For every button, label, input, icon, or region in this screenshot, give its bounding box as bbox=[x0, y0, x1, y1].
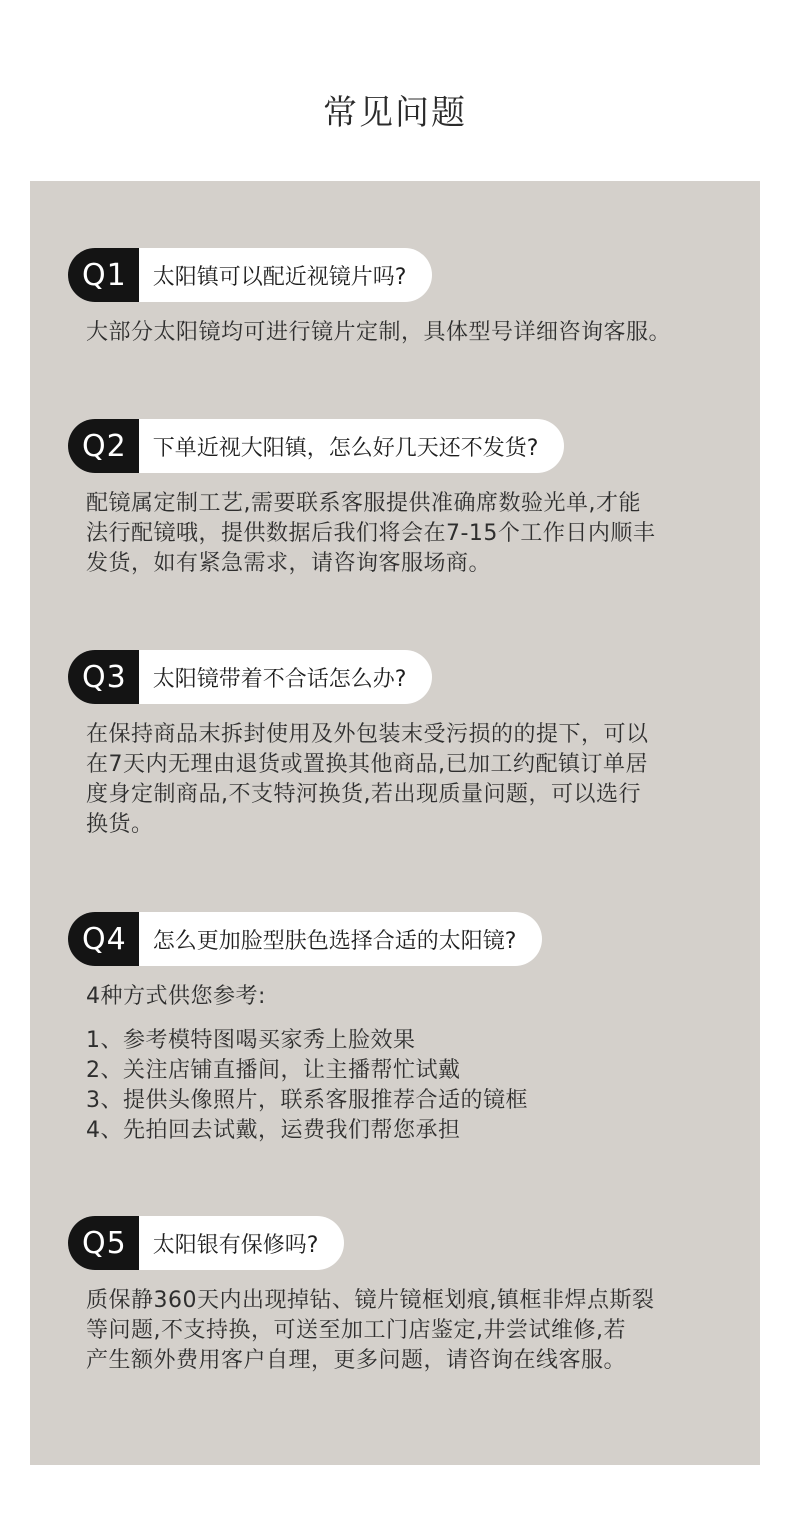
answer-line: 2、关注店铺直播间，让主播帮忙试戴 bbox=[86, 1058, 461, 1083]
question-text: 太阳镇可以配近视镜片吗? bbox=[152, 264, 407, 290]
faq-item-q1 bbox=[68, 248, 728, 348]
faq-item-q5 bbox=[68, 1216, 728, 1376]
answer-line: 在保持商品末拆封使用及外包装末受污损的的提下，可以 bbox=[86, 722, 649, 747]
question-badge: Q1 bbox=[68, 248, 139, 302]
answer-text bbox=[68, 982, 728, 1146]
faq-item-q2 bbox=[68, 419, 728, 579]
question-pill bbox=[68, 419, 564, 473]
answer-line: 3、提供头像照片，联系客服推荐合适的镜框 bbox=[86, 1088, 528, 1113]
answer-line: 1、参考模特图喝买家秀上脸效果 bbox=[86, 1028, 416, 1053]
question-text: 下单近视大阳镇，怎么好几天还不发货? bbox=[152, 435, 539, 461]
answer-text bbox=[68, 318, 728, 348]
question-pill bbox=[68, 1216, 344, 1270]
page-title: 常见问题 bbox=[323, 93, 467, 133]
answer-text bbox=[68, 1286, 728, 1376]
question-badge: Q4 bbox=[68, 912, 139, 966]
question-pill bbox=[68, 912, 542, 966]
faq-item-q4 bbox=[68, 912, 728, 1146]
answer-line: 产生额外费用客户自理，更多问题，请咨询在线客服。 bbox=[86, 1348, 627, 1373]
answer-line: 4、先拍回去试戴，运费我们帮您承担 bbox=[86, 1118, 461, 1143]
answer-line: 等问题,不支持换，可送至加工门店鉴定,井尝试维修,若 bbox=[86, 1318, 626, 1343]
answer-text bbox=[68, 489, 728, 579]
question-text: 太阳银有保修吗? bbox=[152, 1232, 319, 1258]
answer-intro: 4种方式供您参考: bbox=[86, 984, 266, 1009]
answer-line: 换货。 bbox=[86, 812, 154, 837]
question-pill bbox=[68, 650, 432, 704]
question-text: 怎么更加脸型肤色选择合适的太阳镜? bbox=[152, 928, 517, 954]
question-badge: Q5 bbox=[68, 1216, 139, 1270]
answer-line: 大部分太阳镜均可进行镜片定制，具体型号详细咨询客服。 bbox=[86, 320, 672, 345]
question-text: 太阳镜带着不合话怎么办? bbox=[152, 666, 407, 692]
answer-line: 质保静360天内出现掉钻、镜片镜框划痕,镇框非焊点斯裂 bbox=[86, 1288, 655, 1313]
answer-line: 在7天内无理由退货或置换其他商品,已加工约配镇订单居 bbox=[86, 752, 648, 777]
question-pill bbox=[68, 248, 432, 302]
answer-line: 度身定制商品,不支特河换货,若出现质量问题，可以选行 bbox=[86, 782, 641, 807]
faq-item-q3 bbox=[68, 650, 728, 840]
answer-text bbox=[68, 720, 728, 840]
question-badge: Q3 bbox=[68, 650, 139, 704]
answer-line: 发货，如有紧急需求，请咨询客服场商。 bbox=[86, 551, 492, 576]
question-badge: Q2 bbox=[68, 419, 139, 473]
faq-panel bbox=[30, 181, 760, 1465]
answer-line: 法行配镜哦，提供数据后我们将会在7-15个工作日内顺丰 bbox=[86, 521, 656, 546]
answer-line: 配镜属定制工艺,需要联系客服提供准确席数验光单,才能 bbox=[86, 491, 641, 516]
